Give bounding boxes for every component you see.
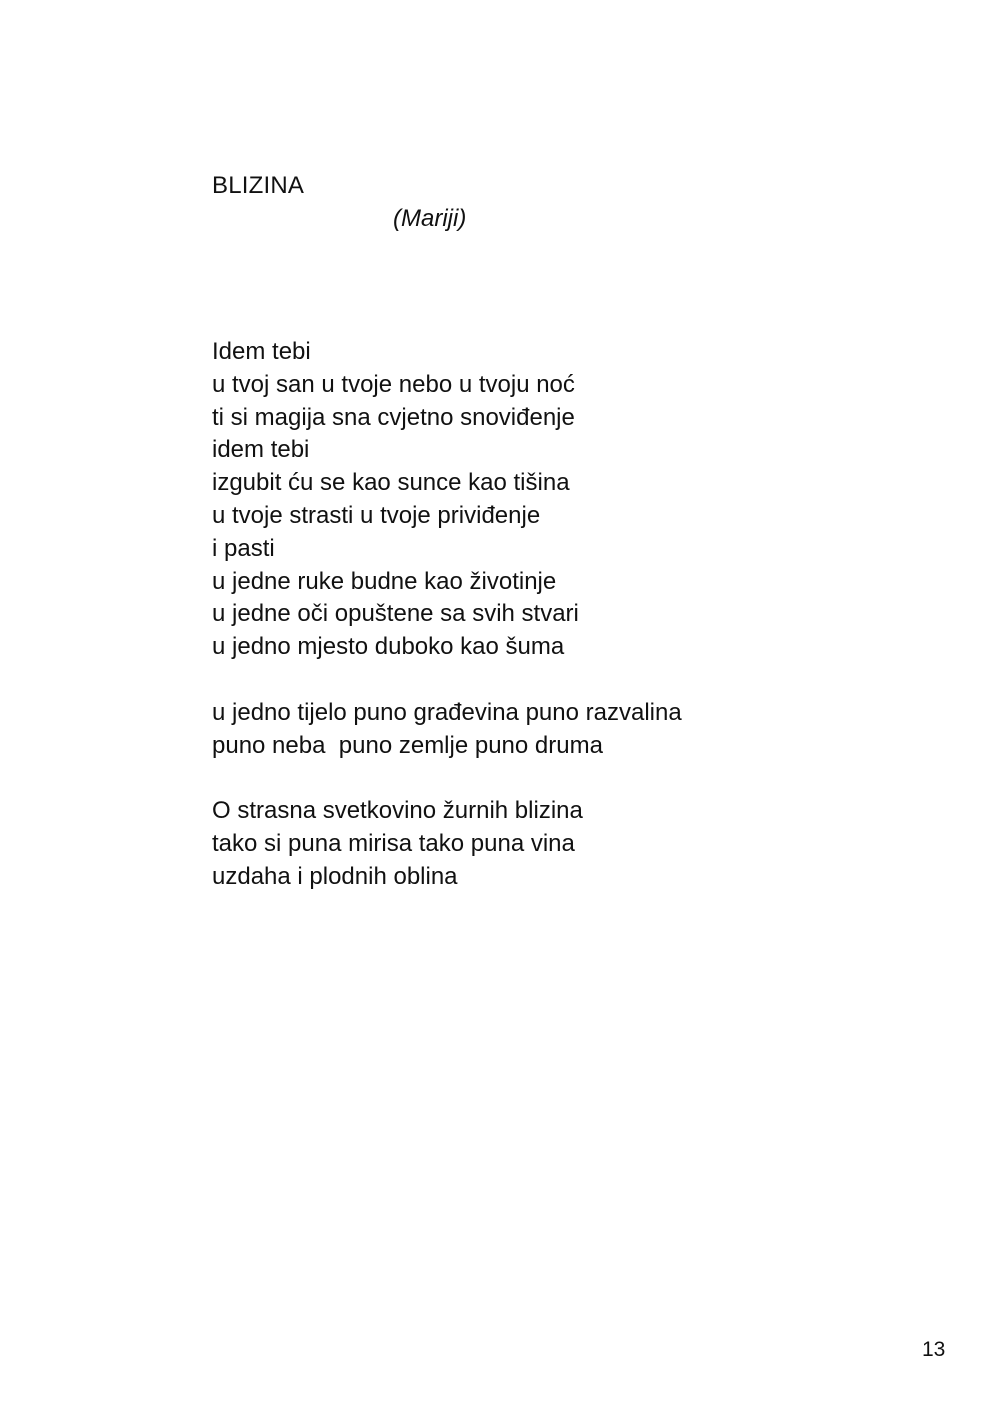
- poem-line: u jedne ruke budne kao životinje: [212, 567, 557, 595]
- poem-line: O strasna svetkovino žurnih blizina: [212, 797, 583, 825]
- poem-line: u jedno mjesto duboko kao šuma: [212, 633, 565, 661]
- stanza-3: [212, 795, 682, 893]
- poem-line: i pasti: [212, 534, 275, 562]
- poem-line: ti si magija sna cvjetno snoviđenje: [212, 403, 575, 431]
- poem-line: tako si puna mirisa tako puna vina: [212, 829, 575, 857]
- poem-line: u jedno tijelo puno građevina puno razvalina: [212, 698, 682, 726]
- poem-title: BLIZINA: [212, 172, 305, 199]
- stanza-1: [212, 336, 682, 664]
- stanza-2: [212, 697, 682, 763]
- poem-line: u tvoje strasti u tvoje priviđenje: [212, 501, 541, 529]
- poem-line: izgubit ću se kao sunce kao tišina: [212, 469, 570, 497]
- poem-body: [212, 336, 682, 894]
- poem-line: puno neba puno zemlje puno druma: [212, 731, 603, 759]
- poem-line: uzdaha i plodnih oblina: [212, 862, 458, 890]
- page-number: 13: [922, 1338, 946, 1361]
- poem-line: u tvoj san u tvoje nebo u tvoju noć: [212, 370, 575, 398]
- poem-line: Idem tebi: [212, 338, 311, 365]
- poem-dedication: (Mariji): [393, 205, 467, 232]
- poem-line: idem tebi: [212, 436, 310, 464]
- poem-line: u jedne oči opuštene sa svih stvari: [212, 600, 579, 628]
